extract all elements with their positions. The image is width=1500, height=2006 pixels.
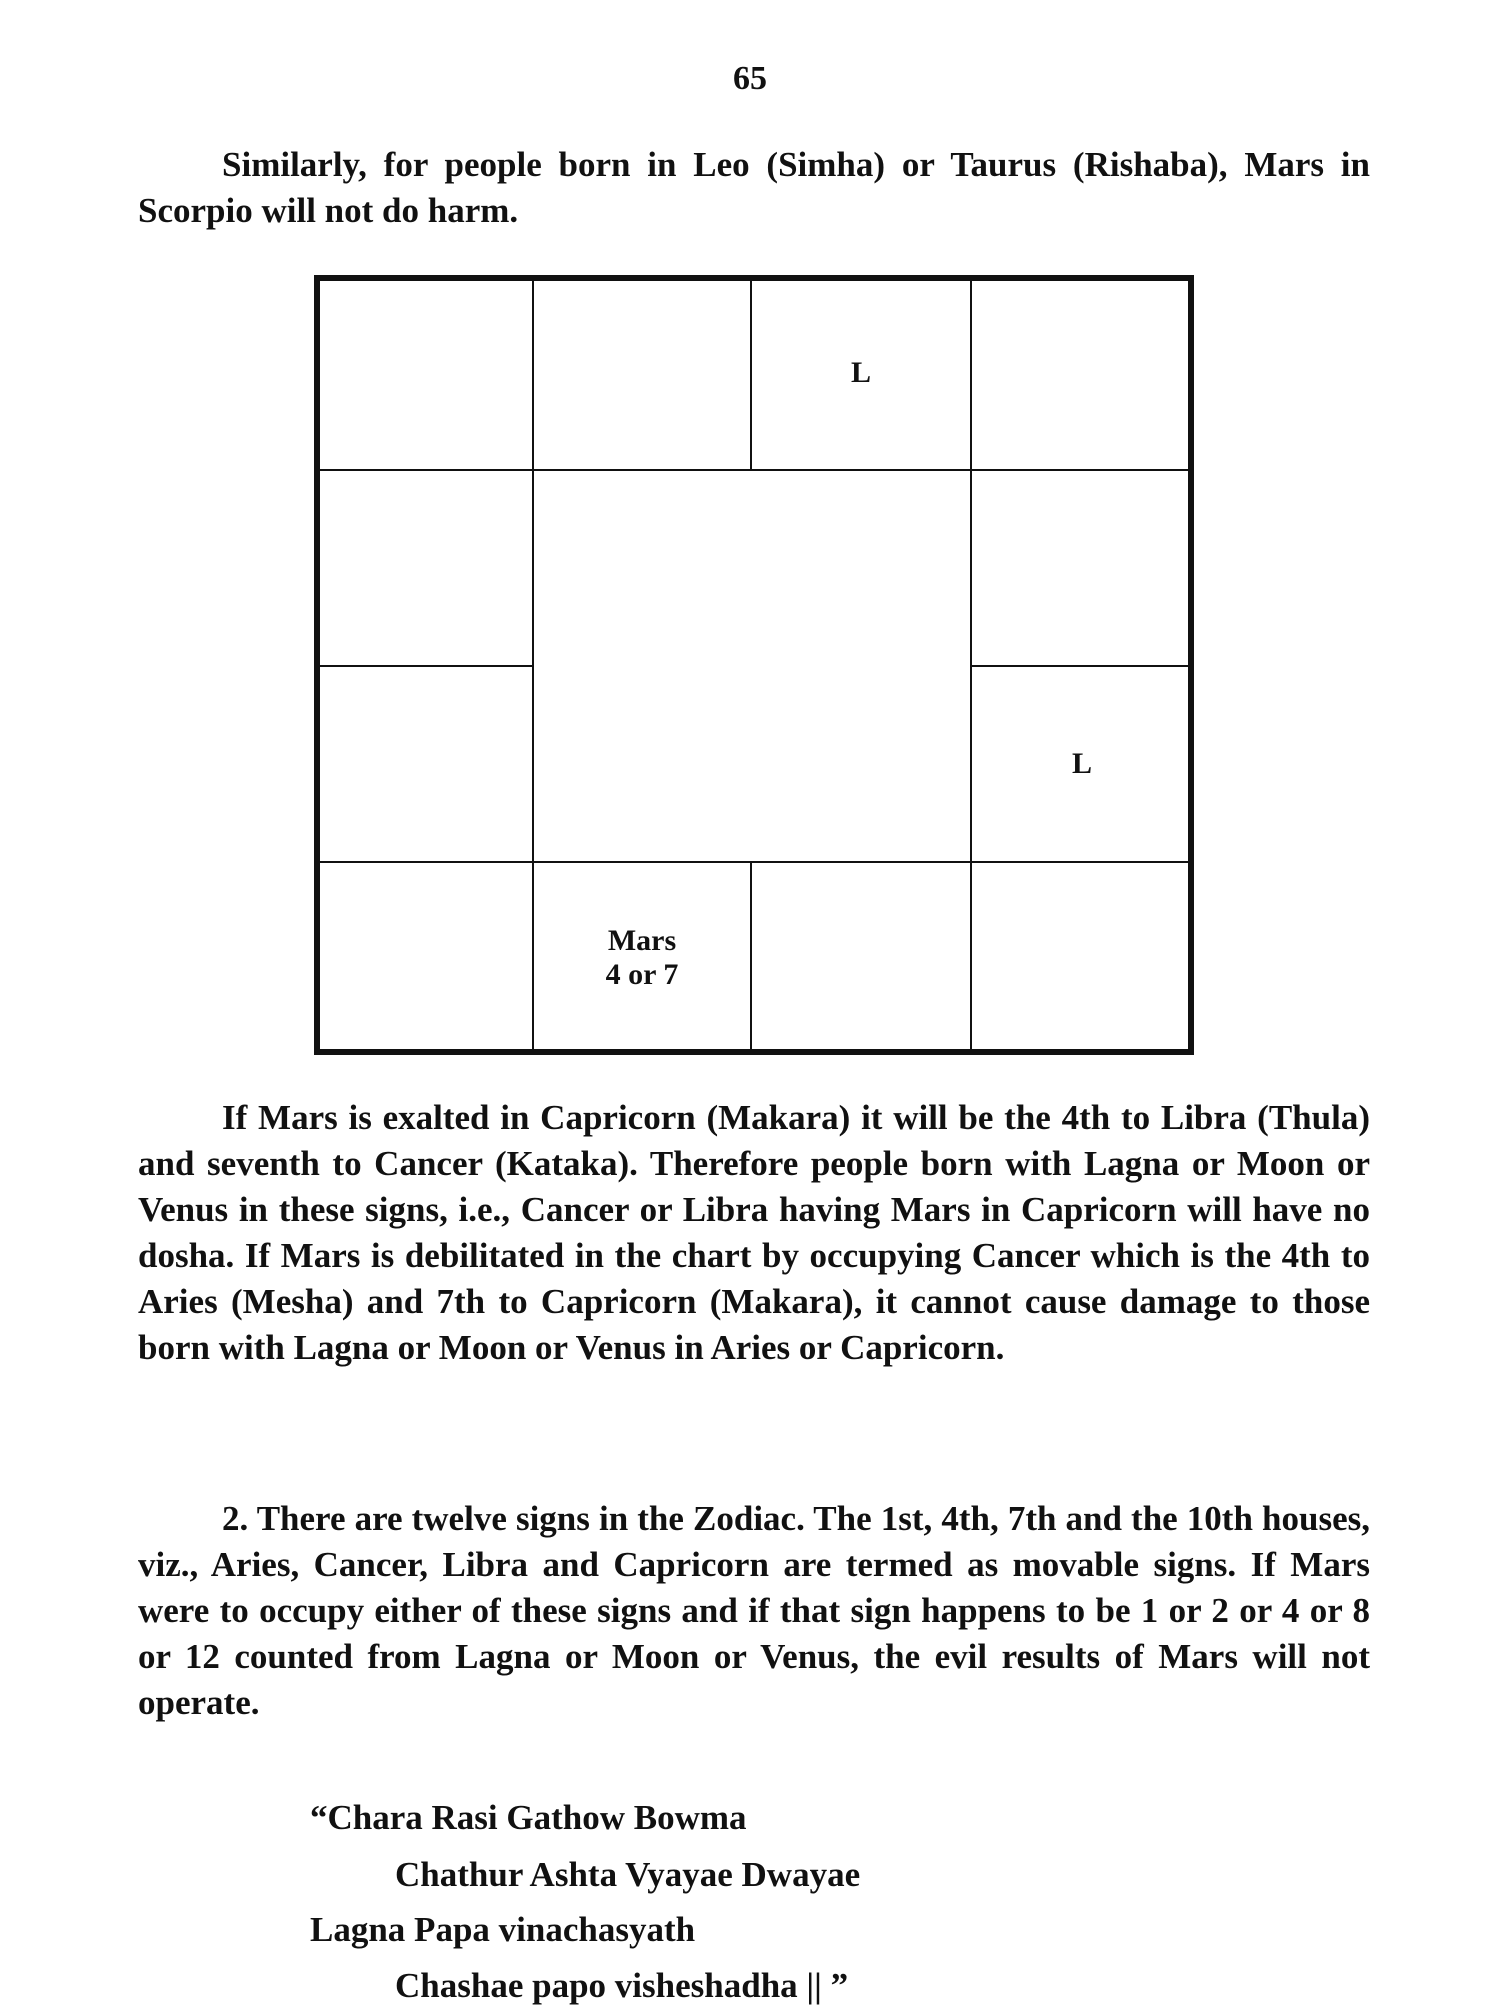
chart-house-top-3 (750, 275, 972, 471)
lagna-label-right: L (1071, 747, 1092, 780)
chart-house-left-2 (314, 665, 534, 863)
intro-paragraph: Similarly, for people born in Leo (Simha) or Taurus (Rishaba), Mars in Scorpio will not do harm. (138, 145, 1370, 230)
page-number: 65 (733, 60, 767, 97)
chart-house-bottom-4 (970, 861, 1194, 1055)
chart-house-top-4 (970, 275, 1194, 471)
mars-position-label (606, 924, 679, 992)
lagna-label-top: L (850, 356, 871, 389)
chart-center (532, 469, 972, 863)
verse-line-4: Chashae papo visheshadha || ” (395, 1966, 849, 2005)
chart-house-top-2 (532, 275, 752, 471)
chart-house-left-1 (314, 469, 534, 667)
chart-house-top-1 (314, 275, 534, 471)
verse-line-2: Chathur Ashta Vyayae Dwayae (395, 1855, 861, 1894)
exalted-paragraph: If Mars is exalted in Capricorn (Makara) it will be the 4th to Libra (Thula) and seventh to Cancer (Kataka). Therefore people born with Lagna or Moon or Venus in these signs, i.e., Cancer or Libra having Mars in Capricorn will have no dosha. If Mars is debilitated in the chart by occupying Cancer which is the 4th to Aries (Mesha) and 7th to Capricorn (Makara), it cannot cause damage to those born with Lagna or Moon or Venus in Aries or Capricorn. (138, 1098, 1370, 1367)
chart-house-bottom-2 (532, 861, 752, 1055)
mars-label: Mars (607, 924, 677, 957)
mars-house-label: 4 or 7 (605, 958, 679, 991)
chart-house-right-2 (970, 665, 1194, 863)
movable-signs-paragraph: 2. There are twelve signs in the Zodiac. The 1st, 4th, 7th and the 10th houses, viz., Aries, Cancer, Libra and Capricorn are termed as movable signs. If Mars were to occupy either of these signs and if that sign happens to be 1 or 2 or 4 or 8 or 12 counted from Lagna or Moon or Venus, the evil results of Mars will not operate. (138, 1499, 1370, 1722)
rasi-chart (314, 275, 1194, 1055)
chart-house-bottom-1 (314, 861, 534, 1055)
chart-house-right-1 (970, 469, 1194, 667)
verse-line-1: “Chara Rasi Gathow Bowma (310, 1798, 747, 1837)
verse-line-3: Lagna Papa vinachasyath (310, 1910, 696, 1949)
chart-house-bottom-3 (750, 861, 972, 1055)
